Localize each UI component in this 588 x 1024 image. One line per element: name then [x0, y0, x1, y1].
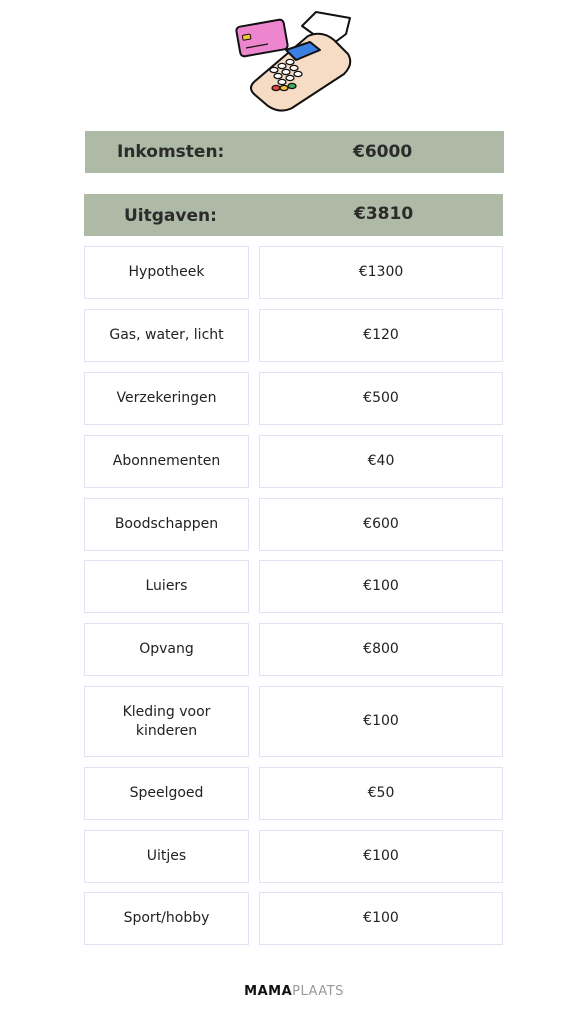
brand-logo	[0, 984, 588, 999]
expense-value-sport-hobby: €100	[259, 892, 503, 945]
expense-label-subscriptions: Abonnementen	[84, 435, 249, 488]
expenses-value: €3810	[354, 204, 414, 224]
payment-terminal-illustration	[230, 8, 360, 116]
expense-label-clothing: Kleding voor kinderen	[84, 686, 249, 757]
expense-label-childcare: Opvang	[84, 623, 249, 676]
expense-value-outings: €100	[259, 830, 503, 883]
expense-label-sport-hobby: Sport/hobby	[84, 892, 249, 945]
expense-value-toys: €50	[259, 767, 503, 820]
expense-value-utilities: €120	[259, 309, 503, 362]
expense-value-insurance: €500	[259, 372, 503, 425]
income-label: Inkomsten:	[117, 142, 225, 162]
income-bar	[85, 131, 504, 173]
expense-label-mortgage: Hypotheek	[84, 246, 249, 299]
brand-logo-light: PLAATS	[292, 984, 344, 999]
expense-label-outings: Uitjes	[84, 830, 249, 883]
expense-value-childcare: €800	[259, 623, 503, 676]
expense-value-groceries: €600	[259, 498, 503, 551]
expense-label-groceries: Boodschappen	[84, 498, 249, 551]
expense-value-subscriptions: €40	[259, 435, 503, 488]
expense-value-mortgage: €1300	[259, 246, 503, 299]
brand-logo-strong: MAMA	[244, 984, 293, 999]
expenses-label: Uitgaven:	[124, 206, 217, 226]
expense-label-toys: Speelgoed	[84, 767, 249, 820]
expenses-bar	[84, 194, 503, 236]
income-value: €6000	[353, 142, 413, 162]
expense-value-diapers: €100	[259, 560, 503, 613]
expense-label-insurance: Verzekeringen	[84, 372, 249, 425]
expense-label-utilities: Gas, water, licht	[84, 309, 249, 362]
expense-value-clothing: €100	[259, 686, 503, 757]
expense-label-diapers: Luiers	[84, 560, 249, 613]
